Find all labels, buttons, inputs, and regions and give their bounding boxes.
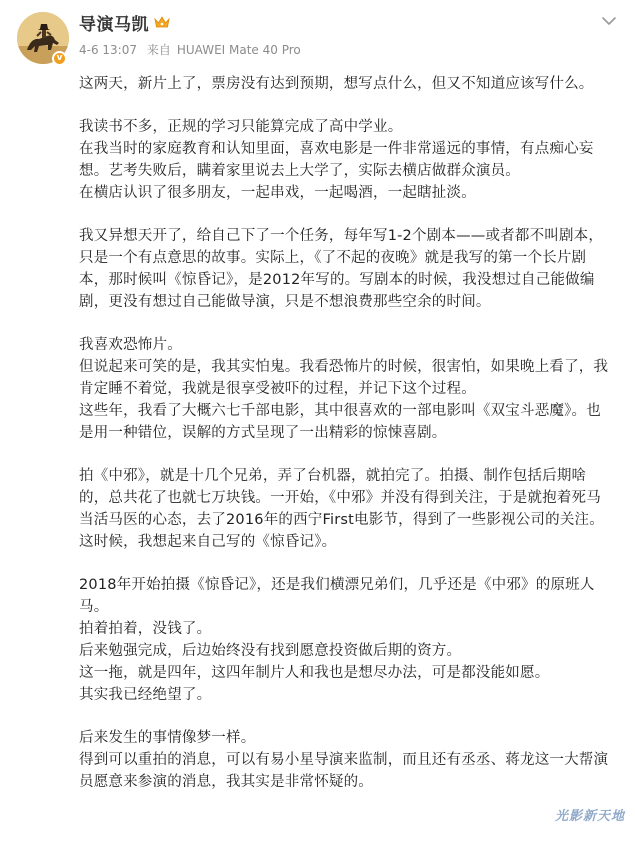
text-line: 这些年，我看了大概六七千部电影，其中很喜欢的一部电影叫《双宝斗恶魔》。也 (79, 403, 601, 419)
author-name[interactable]: 导演马凯 (79, 14, 149, 35)
text-line: 这一拖，就是四年，这四年制片人和我也是想尽办法，可是都没能如愿。 (79, 665, 550, 681)
text-line: 其实我已经绝望了。 (79, 687, 212, 703)
text-line: 这时候，我想起来自己写的《惊昏记》。 (79, 534, 337, 550)
post-body (79, 73, 627, 793)
post-meta (79, 41, 307, 58)
text-line: 员愿意来参演的消息，我其实是非常怀疑的。 (79, 774, 373, 790)
author-name-row (79, 9, 170, 35)
text-line: 拍《中邪》，就是十几个兄弟，弄了台机器，就拍完了。拍摄、制作包括后期啥 (79, 468, 587, 484)
text-line: 想。艺考失败后，瞒着家里说去上大学了，实际去横店做群众演员。 (79, 163, 520, 179)
paragraph (79, 116, 627, 204)
text-line: 在横店认识了很多朋友，一起串戏，一起喝酒，一起瞎扯淡。 (79, 185, 476, 201)
paragraph (79, 334, 627, 444)
watermark: 光影新天地 (554, 809, 625, 824)
text-line: 本，那时候叫《惊昏记》，是2012年写的。写剧本的时候，我没想过自己能做编 (79, 272, 595, 288)
post-source-prefix: 来自 (146, 43, 171, 57)
post-time: 4-6 13:07 (79, 43, 137, 57)
crown-icon[interactable] (154, 15, 170, 29)
post-header (0, 0, 635, 70)
text-line: 我又异想天开了，给自己下了一个任务，每年写1-2个剧本——或者都不叫剧本， (79, 228, 604, 244)
paragraph (79, 574, 627, 706)
text-line: 拍着拍着，没钱了。 (79, 621, 212, 637)
text-line: 马。 (79, 599, 109, 615)
text-line: 我读书不多，正规的学习只能算完成了高中学业。 (79, 119, 403, 135)
paragraph (79, 225, 627, 313)
paragraph (79, 465, 627, 553)
text-line: 后来发生的事情像梦一样。 (79, 730, 256, 746)
text-line: 剧，更没有想过自己能做导演，只是不想浪费那些空余的时间。 (79, 294, 491, 310)
verified-v-icon: v (52, 51, 67, 66)
text-line: 在我当时的家庭教育和认知里面，喜欢电影是一件非常遥远的事情，有点痴心妄 (79, 141, 594, 157)
paragraph (79, 727, 627, 793)
text-line: 这两天，新片上了，票房没有达到预期，想写点什么，但又不知道应该写什么。 (79, 76, 594, 92)
paragraph (79, 73, 627, 95)
text-line: 是用一种错位，误解的方式呈现了一出精彩的惊悚喜剧。 (79, 425, 447, 441)
more-button[interactable] (596, 8, 622, 34)
text-line: 但说起来可笑的是，我其实怕鬼。我看恐怖片的时候，很害怕，如果晚上看了，我 (79, 359, 609, 375)
chevron-down-icon (601, 16, 617, 26)
text-line: 肯定睡不着觉，我就是很享受被吓的过程，并记下这个过程。 (79, 381, 476, 397)
text-line: 只是一个有点意思的故事。实际上，《了不起的夜晚》就是我写的第一个长片剧 (79, 250, 587, 266)
text-line: 当活马医的心态，去了2016年的西宁First电影节，得到了一些影视公司的关注。 (79, 512, 604, 528)
text-line: 的，总共花了也就七万块钱。一开始，《中邪》并没有得到关注，于是就抱着死马 (79, 490, 601, 506)
text-line: 得到可以重拍的消息，可以有易小星导演来监制，而且还有丞丞、蒋龙这一大帮演 (79, 752, 609, 768)
text-line: 我喜欢恐怖片。 (79, 337, 182, 353)
text-line: 后来勉强完成，后边始终没有找到愿意投资做后期的资方。 (79, 643, 462, 659)
text-line: 2018年开始拍摄《惊昏记》，还是我们横漂兄弟们，几乎还是《中邪》的原班人 (79, 577, 595, 593)
post-device[interactable]: HUAWEI Mate 40 Pro (176, 43, 301, 57)
